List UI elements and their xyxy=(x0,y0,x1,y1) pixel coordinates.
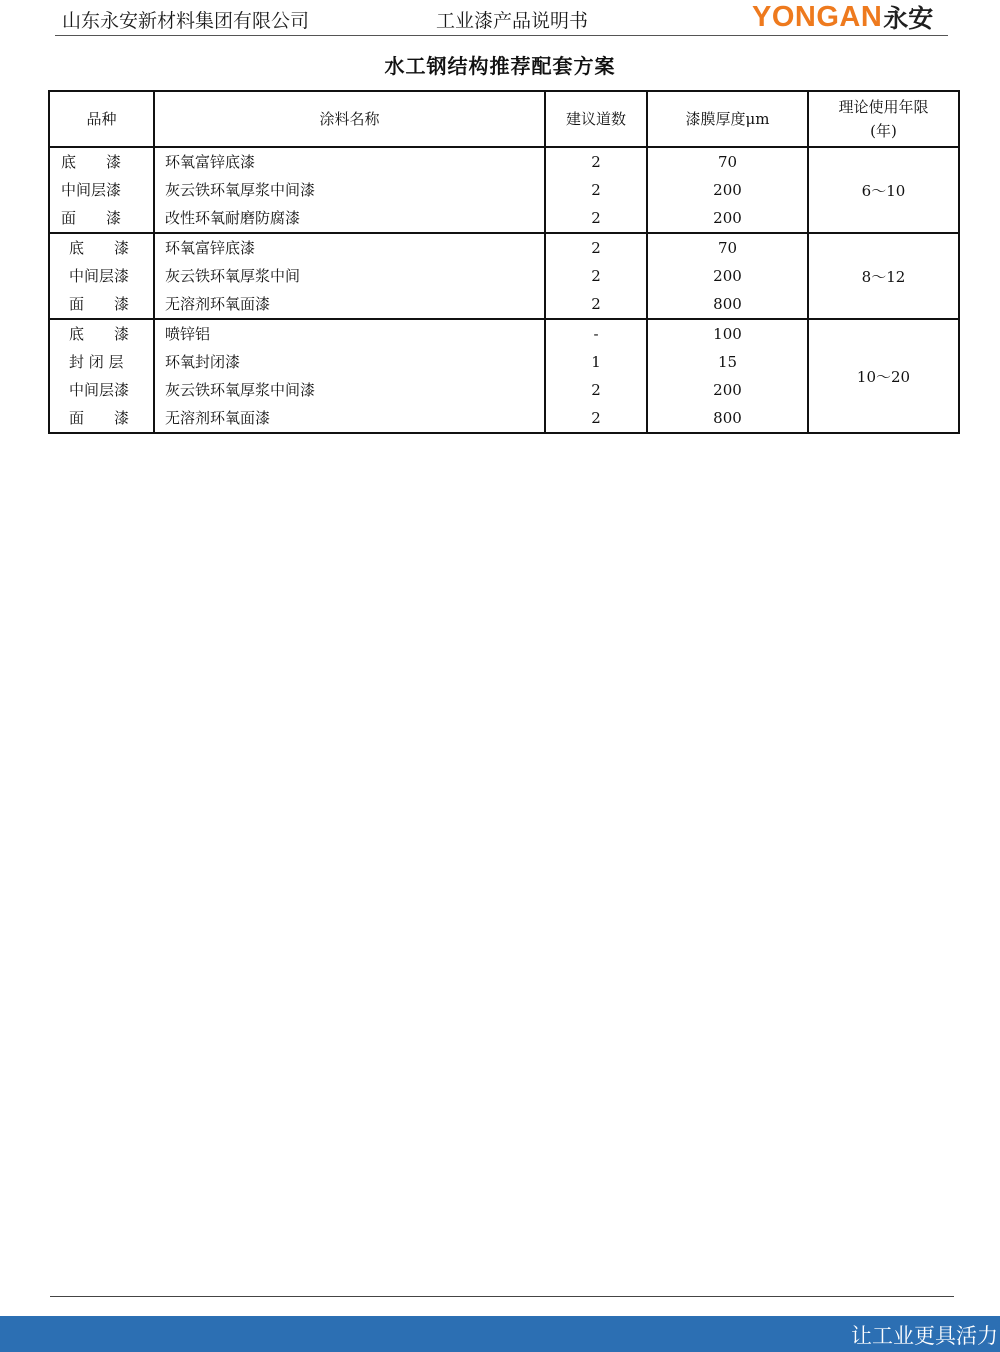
coats-cell xyxy=(545,233,647,319)
coating-name: 环氧封闭漆 xyxy=(165,353,241,371)
service-life-value: 10～20 xyxy=(808,319,959,433)
kind-value: 底 漆 xyxy=(69,239,130,257)
kind-cell xyxy=(49,233,154,319)
kind-value: 面 漆 xyxy=(61,209,122,227)
page-header xyxy=(0,0,1000,40)
document-title: 工业漆产品说明书 xyxy=(436,10,589,32)
header-thickness: 漆膜厚度μm xyxy=(647,91,808,147)
coats-cell xyxy=(545,147,647,233)
logo-chinese-mark: 永安 xyxy=(883,4,934,33)
thickness-value: 200 xyxy=(713,381,742,399)
coating-name: 环氧富锌底漆 xyxy=(165,153,256,171)
kind-value: 中间层漆 xyxy=(61,181,122,199)
coats-value: 2 xyxy=(591,181,601,199)
kind-value: 面 漆 xyxy=(69,295,130,313)
kind-cell xyxy=(49,147,154,233)
header-divider xyxy=(55,35,948,36)
table-header-row xyxy=(49,91,959,147)
coating-name: 无溶剂环氧面漆 xyxy=(165,409,271,427)
kind-value: 中间层漆 xyxy=(69,267,130,285)
kind-cell xyxy=(49,319,154,433)
thickness-value: 200 xyxy=(713,209,742,227)
coating-name: 无溶剂环氧面漆 xyxy=(165,295,271,313)
logo-wordmark: YONGAN xyxy=(752,0,883,33)
coating-name: 灰云铁环氧厚浆中间 xyxy=(165,267,301,285)
thickness-cell xyxy=(647,147,808,233)
table-row xyxy=(49,319,959,433)
footer-divider xyxy=(50,1296,954,1297)
footer-band xyxy=(0,1316,1000,1352)
kind-value: 底 漆 xyxy=(61,153,122,171)
thickness-value: 800 xyxy=(713,295,742,313)
thickness-value: 15 xyxy=(717,353,738,371)
thickness-value: 800 xyxy=(713,409,742,427)
kind-value: 中间层漆 xyxy=(69,381,130,399)
coating-name: 环氧富锌底漆 xyxy=(165,239,256,257)
thickness-value: 200 xyxy=(713,267,742,285)
thickness-cell xyxy=(647,233,808,319)
header-coats: 建议道数 xyxy=(545,91,647,147)
thickness-value: 100 xyxy=(713,325,742,343)
coats-value: 2 xyxy=(591,409,601,427)
header-kind: 品种 xyxy=(49,91,154,147)
table-row xyxy=(49,147,959,233)
coating-scheme-table xyxy=(48,90,960,434)
header-service-life xyxy=(808,91,959,147)
coats-value: - xyxy=(593,325,599,343)
coats-value: 1 xyxy=(591,353,601,371)
coats-value: 2 xyxy=(591,239,601,257)
coats-value: 2 xyxy=(591,267,601,285)
kind-value: 底 漆 xyxy=(69,325,130,343)
coats-value: 2 xyxy=(591,153,601,171)
service-life-value: 6～10 xyxy=(808,147,959,233)
coating-name: 灰云铁环氧厚浆中间漆 xyxy=(165,381,316,399)
coating-name-cell xyxy=(154,233,545,319)
header-service-life-line2: (年) xyxy=(870,122,897,140)
service-life-value: 8～12 xyxy=(808,233,959,319)
kind-value: 面 漆 xyxy=(69,409,130,427)
company-name: 山东永安新材料集团有限公司 xyxy=(62,10,310,32)
kind-value: 封 闭 层 xyxy=(69,353,124,371)
coats-value: 2 xyxy=(591,295,601,313)
brand-logo xyxy=(752,0,933,34)
header-coating-name: 涂料名称 xyxy=(154,91,545,147)
header-service-life-line1: 理论使用年限 xyxy=(838,98,929,116)
page-title: 水工钢结构推荐配套方案 xyxy=(384,54,616,78)
coating-name-cell xyxy=(154,319,545,433)
coats-cell xyxy=(545,319,647,433)
thickness-value: 200 xyxy=(713,181,742,199)
coats-value: 2 xyxy=(591,381,601,399)
footer-slogan: 让工业更具活力 xyxy=(851,1324,998,1348)
thickness-value: 70 xyxy=(717,239,738,257)
thickness-cell xyxy=(647,319,808,433)
coating-name: 改性环氧耐磨防腐漆 xyxy=(165,209,301,227)
coats-value: 2 xyxy=(591,209,601,227)
coating-name: 灰云铁环氧厚浆中间漆 xyxy=(165,181,316,199)
coating-name: 喷锌铝 xyxy=(165,325,211,343)
coating-name-cell xyxy=(154,147,545,233)
thickness-value: 70 xyxy=(717,153,738,171)
table-row xyxy=(49,233,959,319)
